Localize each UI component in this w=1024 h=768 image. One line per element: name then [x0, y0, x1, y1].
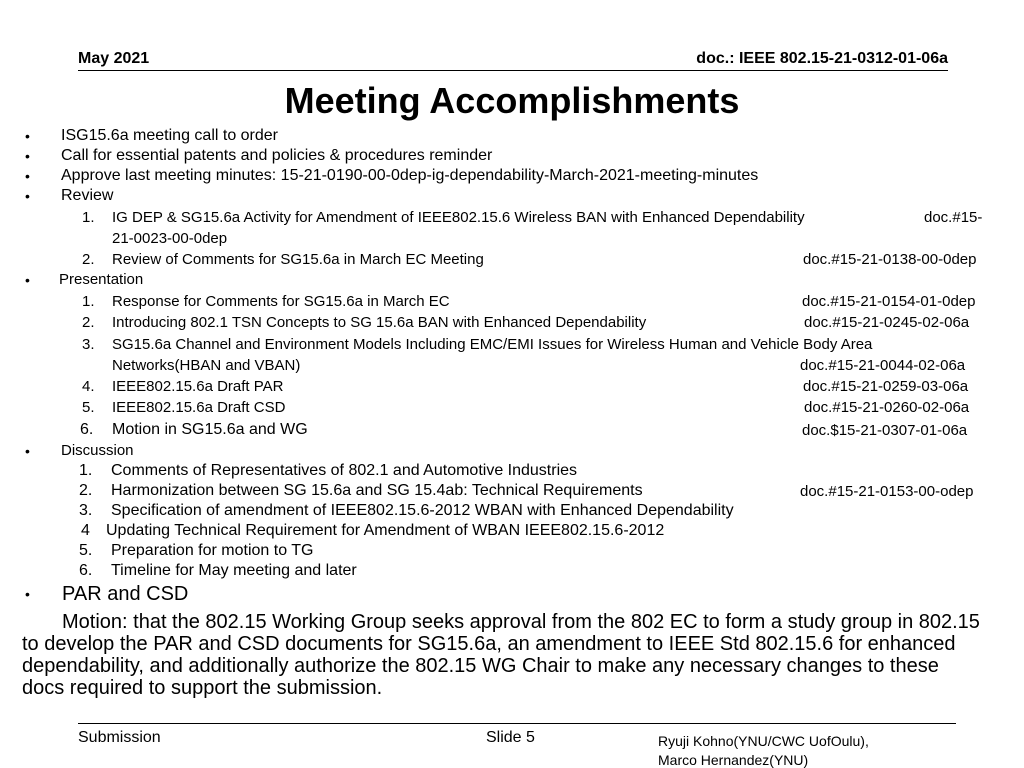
presentation-number: 6.	[80, 421, 94, 438]
footer-rule	[78, 723, 956, 724]
footer-slide-number: Slide 5	[486, 729, 535, 746]
presentation-number: 4.	[82, 378, 95, 395]
discussion-item: Preparation for motion to TG	[111, 542, 314, 559]
discussion-doc: doc.#15-21-0153-00-odep	[800, 483, 974, 500]
agenda-item: ISG15.6a meeting call to order	[61, 127, 279, 144]
discussion-item: Timeline for May meeting and later	[111, 562, 357, 579]
presentation-number: 2.	[82, 314, 95, 331]
review-item: Review of Comments for SG15.6a in March EC Meeting	[112, 251, 484, 268]
presentation-item: IEEE802.15.6a Draft CSD	[112, 399, 286, 416]
bullet-icon: •	[25, 272, 30, 288]
presentation-item: IEEE802.15.6a Draft PAR	[112, 378, 284, 395]
presentation-doc: doc.#15-21-0245-02-06a	[804, 314, 970, 331]
discussion-number: 5.	[79, 542, 93, 559]
bullet-icon: •	[25, 148, 30, 164]
header-doc-number: doc.: IEEE 802.15-21-0312-01-06a	[696, 50, 948, 67]
bullet-icon: •	[25, 128, 30, 144]
presentation-item: Response for Comments for SG15.6a in March EC	[112, 293, 450, 310]
presentation-heading: Presentation	[59, 271, 144, 288]
discussion-heading: Discussion	[61, 442, 134, 459]
presentation-number: 1.	[82, 293, 95, 310]
bullet-icon: •	[25, 188, 30, 204]
par-csd-heading: PAR and CSD	[62, 583, 189, 605]
review-doc: doc.#15-21-0138-00-0dep	[803, 251, 977, 268]
presentation-doc: doc.#15-21-0260-02-06a	[804, 399, 970, 416]
discussion-number: 2.	[79, 482, 93, 499]
header-rule	[78, 70, 948, 71]
bullet-icon: •	[25, 586, 30, 602]
presentation-number: 3.	[82, 336, 95, 353]
discussion-item: Updating Technical Requirement for Amendment of WBAN IEEE802.15.6-2012	[106, 522, 665, 539]
footer-submission: Submission	[78, 729, 161, 746]
agenda-item: Review	[61, 187, 114, 204]
presentation-item-continued: Networks(HBAN and VBAN)	[112, 357, 301, 374]
agenda-item: Call for essential patents and policies & procedures reminder	[61, 147, 493, 164]
discussion-item: Harmonization between SG 15.6a and SG 15.4ab: Technical Requirements	[111, 482, 643, 499]
review-item: IG DEP & SG15.6a Activity for Amendment of IEEE802.15.6 Wireless BAN with Enhanced Dependability	[112, 209, 805, 226]
review-number: 2.	[82, 251, 95, 268]
header-date: May 2021	[78, 50, 150, 67]
review-number: 1.	[82, 209, 95, 226]
discussion-number: 1.	[79, 462, 93, 479]
discussion-item: Comments of Representatives of 802.1 and Automotive Industries	[111, 462, 578, 479]
review-doc: doc.#15-	[924, 209, 983, 226]
footer-author-line1: Ryuji Kohno(YNU/CWC UofOulu),	[658, 733, 869, 749]
slide-title: Meeting Accomplishments	[284, 80, 740, 121]
footer-author-line2: Marco Hernandez(YNU)	[658, 752, 809, 768]
presentation-doc: doc.#15-21-0044-02-06a	[800, 357, 966, 374]
presentation-doc: doc.#15-21-0259-03-06a	[803, 378, 969, 395]
bullet-icon: •	[25, 443, 30, 459]
presentation-item: Introducing 802.1 TSN Concepts to SG 15.6a BAN with Enhanced Dependability	[112, 314, 647, 331]
presentation-number: 5.	[82, 399, 95, 416]
discussion-number: 4	[81, 522, 90, 539]
discussion-item: Specification of amendment of IEEE802.15.6-2012 WBAN with Enhanced Dependability	[111, 502, 734, 519]
agenda-item: Approve last meeting minutes: 15-21-0190-00-0dep-ig-dependability-March-2021-meeting-minutes	[61, 167, 759, 184]
discussion-number: 6.	[79, 562, 93, 579]
bullet-icon: •	[25, 168, 30, 184]
presentation-item: Motion in SG15.6a and WG	[112, 421, 308, 438]
discussion-number: 3.	[79, 502, 93, 519]
presentation-doc: doc.#15-21-0154-01-0dep	[802, 293, 976, 310]
review-doc-continued: 21-0023-00-0dep	[112, 230, 228, 247]
motion-text: Motion: that the 802.15 Working Group seeks approval from the 802 EC to form a study group in 802.15 to develop the PAR and CSD documents for SG15.6a, an amendment to IEEE Std 802.15.6 for enhanced dependability, and additionally authorize the 802.15 WG Chair to make any necessary changes to these docs required to support the submission.	[22, 611, 980, 699]
presentation-item: SG15.6a Channel and Environment Models Including EMC/EMI Issues for Wireless Human and Vehicle Body Area	[112, 336, 873, 353]
presentation-doc: doc.$15-21-0307-01-06a	[802, 422, 968, 439]
